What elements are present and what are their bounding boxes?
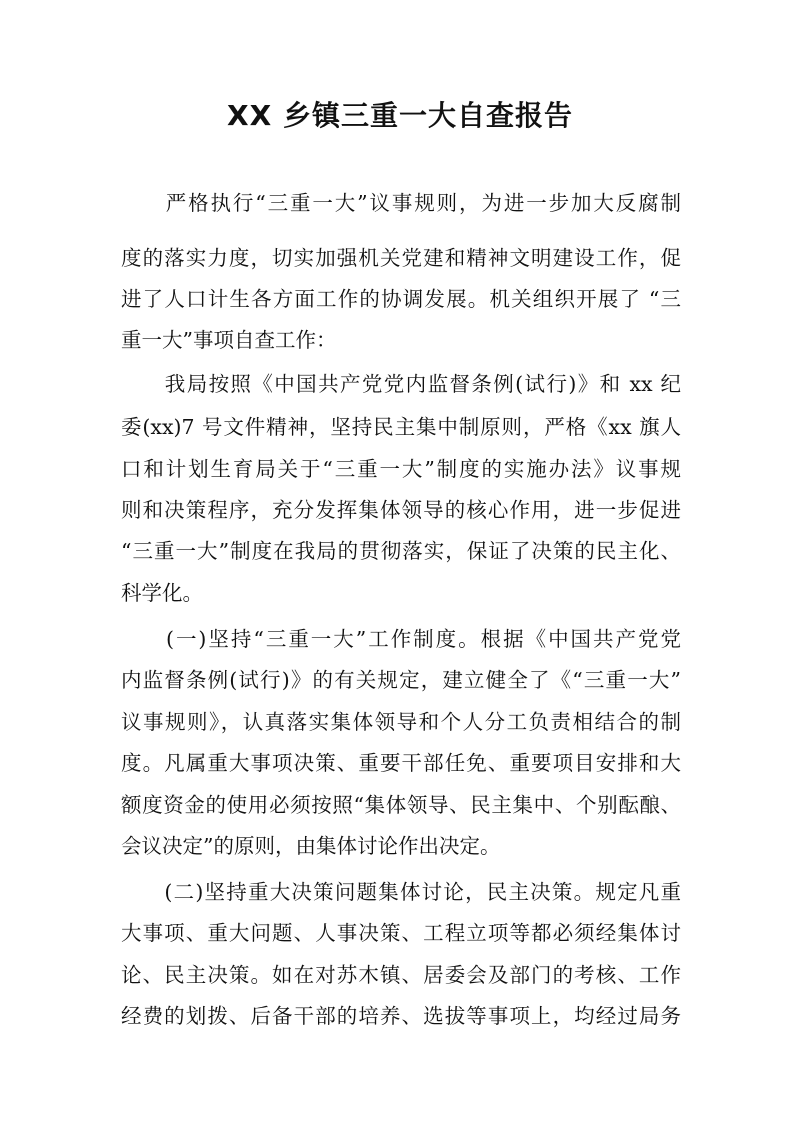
document-title: XX 乡镇三重一大自查报告 — [227, 99, 573, 132]
body-line-14: 度。凡属重大事项决策、重要干部任免、重要项目安排和大 — [121, 751, 681, 775]
body-line-17: (二)坚持重大决策问题集体讨论，民主决策。规定凡重 — [121, 880, 681, 904]
body-line-18: 大事项、重大问题、人事决策、工程立项等都必须经集体讨 — [121, 921, 681, 945]
body-line-15: 额度资金的使用必须按照“集体领导、民主集中、个别酝酿、 — [121, 793, 681, 817]
body-line-20: 经费的划拨、后备干部的培养、选拔等事项上，均经过局务 — [121, 1004, 681, 1028]
body-line-1: 严格执行“三重一大”议事规则，为进一步加大反腐制 — [121, 191, 681, 215]
body-line-8: 则和决策程序，充分发挥集体领导的核心作用，进一步促进 — [121, 498, 681, 522]
body-line-5: 我局按照《中国共产党党内监督条例(试行)》和 xx 纪 — [121, 372, 681, 396]
body-line-6: 委(xx)7 号文件精神，坚持民主集中制原则，严格《xx 旗人 — [121, 415, 681, 439]
body-line-11: (一)坚持“三重一大”工作制度。根据《中国共产党党 — [121, 627, 681, 651]
body-line-9: “三重一大”制度在我局的贯彻落实，保证了决策的民主化、 — [121, 539, 681, 563]
body-line-13: 议事规则》，认真落实集体领导和个人分工负责相结合的制 — [121, 710, 681, 734]
body-line-16: 会议决定”的原则，由集体讨论作出决定。 — [121, 834, 501, 858]
body-line-2: 度的落实力度，切实加强机关党建和精神文明建设工作，促 — [121, 246, 681, 270]
body-line-19: 论、民主决策。如在对苏木镇、居委会及部门的考核、工作 — [121, 963, 681, 987]
body-line-3: 进了人口计生各方面工作的协调发展。机关组织开展了 “三 — [121, 287, 681, 311]
body-line-12: 内监督条例(试行)》的有关规定，建立健全了《“三重一大” — [121, 668, 681, 692]
body-line-10: 科学化。 — [121, 581, 203, 605]
body-line-4: 重一大”事项自查工作： — [121, 328, 337, 352]
body-line-7: 口和计划生育局关于“三重一大”制度的实施办法》议事规 — [121, 457, 681, 481]
